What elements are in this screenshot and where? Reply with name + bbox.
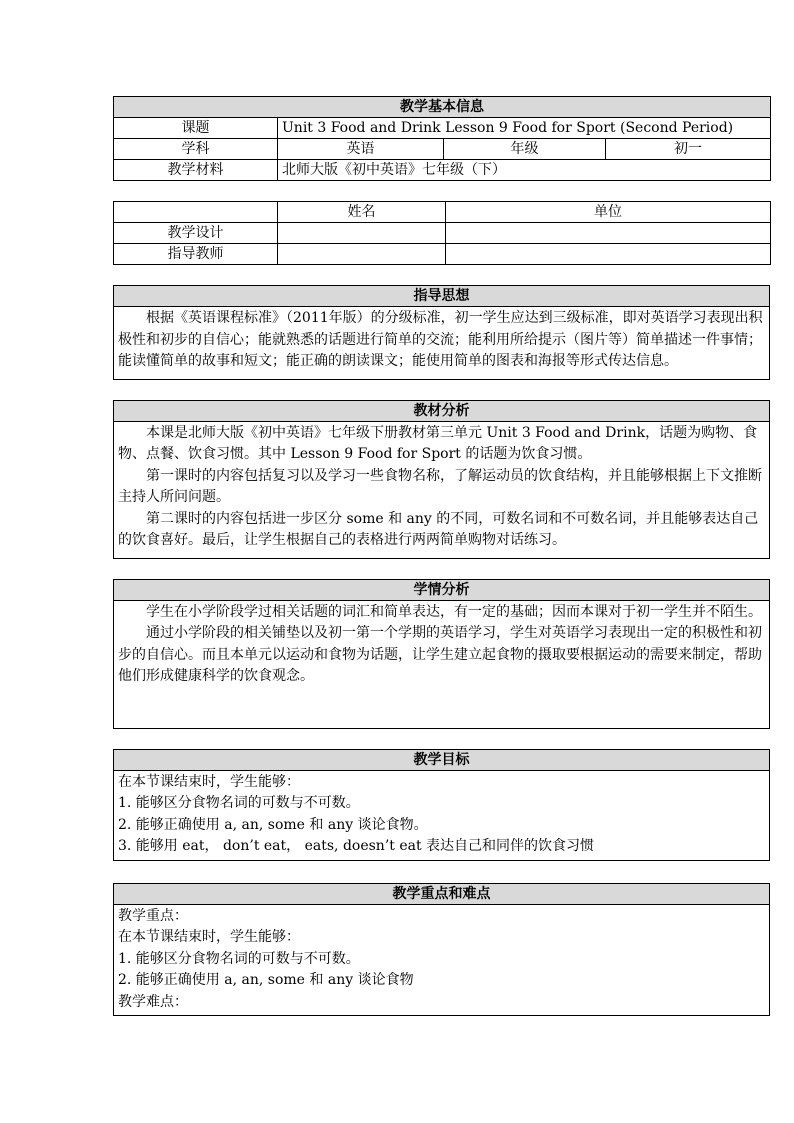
key-points-line: 教学重点： (118, 907, 188, 924)
material-analysis-section (113, 400, 770, 559)
col-name-header: 姓名 (278, 202, 446, 223)
guiding-header: 指导思想 (114, 286, 770, 307)
material-analysis-paragraph: 本课是北师大版《初中英语》七年级下册教材第三单元 Unit 3 Food and Drink，话题为购物、食物、点餐、饮食习惯。其中 Lesson 9 Food for Sport 的话题为饮食习惯。 (118, 424, 758, 462)
basic-info-header: 教学基本信息 (114, 97, 771, 118)
lesson-plan-page (113, 96, 770, 1016)
objectives-line: 2. 能够正确使用 a, an, some 和 any 谈论食物。 (118, 816, 428, 833)
key-points-line: 2. 能够正确使用 a, an, some 和 any 谈论食物 (118, 972, 414, 988)
advisor-unit-cell (446, 244, 771, 265)
objectives-body (114, 770, 770, 860)
key-points-header: 教学重点和难点 (114, 883, 770, 904)
grade-label: 年级 (444, 139, 606, 160)
designer-label: 教学设计 (114, 223, 278, 244)
material-label: 教学材料 (114, 160, 278, 181)
topic-label: 课题 (114, 118, 278, 139)
objectives-line: 3. 能够用 eat， don’t eat， eats, doesn’t eat 表达自己和同伴的饮食习惯 (118, 838, 595, 854)
key-points-line: 在本节课结束时，学生能够： (118, 929, 300, 945)
advisor-name-cell (278, 244, 446, 265)
student-analysis-section (113, 579, 770, 729)
student-analysis-paragraph: 通过小学阶段的相关铺垫以及初一第一个学期的英语学习，学生对英语学习表现出一定的积极性和初步的自信心。而且本单元以运动和食物为话题，让学生建立起食物的摄取要根据运动的需要来制定，帮助他们形成健康科学的饮食观念。 (118, 625, 762, 684)
advisor-label: 指导教师 (114, 244, 278, 265)
subject-label: 学科 (114, 139, 278, 160)
student-analysis-body (114, 600, 770, 728)
designer-name-cell (278, 223, 446, 244)
objectives-header: 教学目标 (114, 749, 770, 770)
key-points-section (113, 883, 770, 1017)
material-value: 北师大版《初中英语》七年级（下） (278, 160, 771, 181)
key-points-line: 教学难点： (118, 993, 188, 1010)
subject-value: 英语 (278, 139, 444, 160)
key-points-body (114, 904, 770, 1016)
basic-info-table (113, 96, 771, 181)
topic-value: Unit 3 Food and Drink Lesson 9 Food for Sport (Second Period) (278, 118, 771, 139)
material-analysis-paragraph: 第一课时的内容包括复习以及学习一些食物名称，了解运动员的饮食结构，并且能够根据上下文推断主持人所问问题。 (118, 467, 762, 505)
objectives-line: 1. 能够区分食物名词的可数与不可数。 (118, 795, 360, 811)
guiding-section (113, 285, 770, 380)
guiding-body (114, 307, 770, 380)
student-analysis-header: 学情分析 (114, 579, 770, 600)
people-corner-cell (114, 202, 278, 223)
student-analysis-paragraph: 学生在小学阶段学过相关话题的词汇和简单表达，有一定的基础；因而本课对于初一学生并不陌生。 (146, 603, 762, 620)
key-points-line: 1. 能够区分食物名词的可数与不可数。 (118, 950, 360, 967)
objectives-line: 在本节课结束时，学生能够： (118, 773, 300, 790)
material-analysis-paragraph: 第二课时的内容包括进一步区分 some 和 any 的不同，可数名词和不可数名词，并且能够表达自己的饮食喜好。最后，让学生根据自己的表格进行两两简单购物对话练习。 (118, 510, 759, 548)
objectives-section (113, 749, 770, 861)
col-unit-header: 单位 (446, 202, 771, 223)
people-table (113, 201, 771, 265)
material-analysis-body (114, 421, 770, 558)
material-analysis-header: 教材分析 (114, 400, 770, 421)
designer-unit-cell (446, 223, 771, 244)
grade-value: 初一 (606, 139, 771, 160)
guiding-paragraph: 根据《英语课程标准》（2011年版）的分级标准，初一学生应达到三级标准，即对英语学习表现出积极性和初步的自信心；能就熟悉的话题进行简单的交流；能利用所给提示（图片等）简单描述一件事情；能读懂简单的故事和短文；能正确的朗读课文；能使用简单的图表和海报等形式传达信息。 (118, 310, 763, 369)
